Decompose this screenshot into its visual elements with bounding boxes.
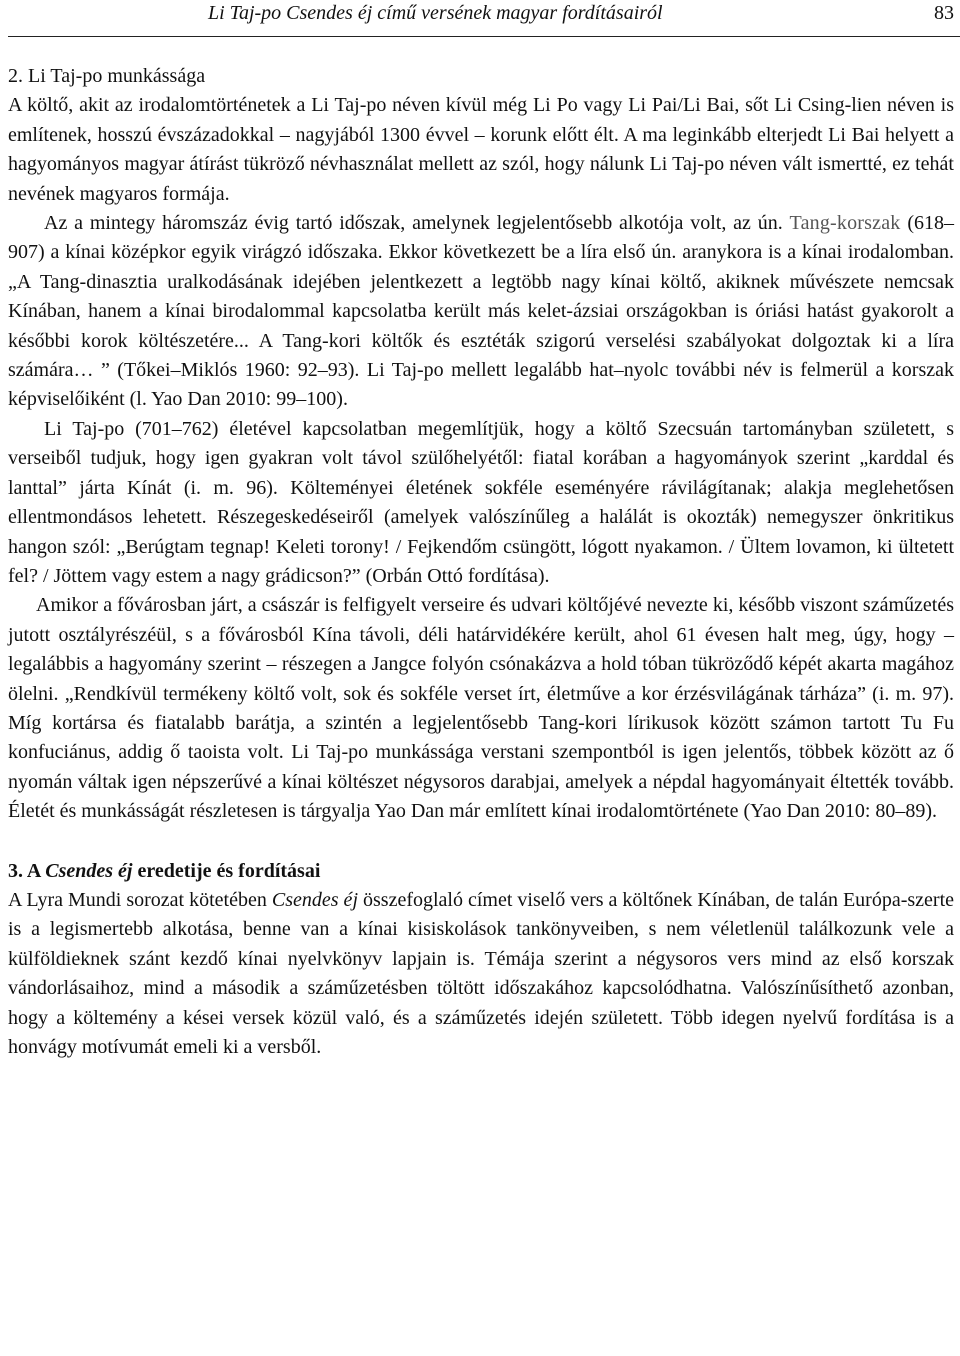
paragraph-text: Tang-korszak xyxy=(789,212,901,235)
running-title: Li Taj-po Csendes éj című versének magyar fordításairól xyxy=(208,2,663,24)
section-2-paragraph-4: Amikor a fővárosban járt, a császár is felfigyelt verseire és udvari költőjévé nevezte ki, később viszont száműzetés jutott osztályrészéül, s a fővárosból Kína távoli, déli határvidékére került, ahol 61 évesen halt meg, úgy, hogy – legalábbis a hagyomány szerint – részegen a Jangce folyón csónakázva a hold tóban tükröződő képét akarta magához ölelni. „Rendkívül termékeny költő volt, sok és sokféle verset írt, életműve a kor érzésvilágának tárháza” (i. m. 97). Míg kortársa és fiatalabb barátja, a szintén a legjelentősebb Tang-kori lírikusok között számon tartott Tu Fu konfuciánus, addig ő taoista volt. Li Taj-po munkássága verstani szempontból is igen jelentős, többek között az ő nyomán váltak igen népszerűvé a kínai költészet négysoros darabjai, amelyek a népdal hagyományait éltették tovább. Életét és munkásságát részletesen is tárgyalja Yao Dan már említett kínai irodalomtörténete (Yao Dan 2010: 80–89). xyxy=(8,594,954,823)
paragraph-text: (618 xyxy=(900,212,944,235)
paragraph-text: a kínai középkor egyik virágzó időszaka. Ekkor következett be a líra első ún. aranykora is a kínai irodalomban. „A Tang-dinasztia uralkodásának idejében jelentkezett a legtöbb nagy kínai költő, akiknek művészete nemcsak Kínában, hanem a kínai birodalommal kapcsolatba került más kelet-ázsiai országokban is óriási hatást gyakorolt a későbbi korok költészetére... A Tang-kori költők és esztéták szigorú verselési szabályokat dolgoztak ki a líra számára… ” (Tőkei–Miklós 1960: 92–93). Li Taj-po mellett legalább hat–nyolc további név is felmerül a korszak képviselőiként (l. Yao Dan 2010: 99–100). xyxy=(8,241,954,411)
paragraph-text: –907) xyxy=(8,212,954,264)
section-3-paragraph-1 xyxy=(8,886,954,1062)
section-2-paragraph-2 xyxy=(8,209,954,415)
section-2-title: 2. Li Taj-po munkássága xyxy=(8,65,206,87)
section-3-title-poem: Csendes éj xyxy=(45,859,133,882)
page-number: 83 xyxy=(934,2,954,24)
running-header xyxy=(8,0,960,37)
section-3-title xyxy=(8,857,954,886)
section-3-title-suffix: eredetije és fordításai xyxy=(132,859,321,882)
paragraph-text: Az a mintegy háromszáz évig tartó időszak, amelynek legjelentősebb alkotója volt, az ún. xyxy=(44,212,790,235)
section-2-paragraph-1: A költő, akit az irodalomtörténetek a Li Taj-po néven kívül még Li Po vagy Li Pai/Li Bai, sőt Li Csing-lien néven is említenek, hosszú évszázadokkal – nagyjából 1300 évvel – korunk előtt élt. A ma leginkább elterjedt Li Bai helyett a hagyományos magyar átírást tükröző névhasználat mellett az szól, hogy nálunk Li Taj-po néven vált ismertté, ez tehát nevének magyaros formája. xyxy=(8,94,954,205)
section-3-title-prefix: 3. A xyxy=(8,859,46,882)
poem-title-inline: Csendes éj xyxy=(271,888,358,911)
paragraph-text: összefoglaló címet viselő vers a költőnek Kínában, de talán Európa-szerte is a legismertebb alkotása, benne van a kínai kisiskolások tankönyveiben, s nem véletlenül találkozunk vele a külföldieknek szánt kezdő kínai nyelvkönyv lapjain is. Témája szerint a négysoros vers mind az első korszak vándorlásaihoz, mind a második a száműzetésben töltött időszakához kapcsolódhatna. Valószínűsíthető azonban, hogy a költemény a kései versek közül való, és a száműzetés idején született. Több idegen nyelvű fordítása is a honvágy motívumát emeli ki a versből. xyxy=(8,888,955,1058)
paragraph-text: A Lyra Mundi sorozat kötetében xyxy=(8,888,272,911)
section-2-paragraph-3: Li Taj-po (701–762) életével kapcsolatban megemlítjük, hogy a költő Szecsuán tartományban született, s verseiből tudjuk, hogy igen gyakran volt távol szülőhelyétől: fiatal korában a hagyományok szerint „karddal és lanttal” járta Kínát (i. m. 96). Költeményei életének sokféle eseményére rávilágítanak; alakja meglehetősen ellentmondásos lehetett. Részegeskedéseiről (amelyek valószínűleg a halálát is okozták) nemegyszer önkritikus hangon szól: „Berúgtam tegnap! Keleti torony! / Fejkendőm csüngött, lógott nyakamon. / Ültem lovamon, ki ültetett fel? / Jöttem vagy estem a nagy grádicson?” (Orbán Ottó fordítása). xyxy=(8,417,954,587)
